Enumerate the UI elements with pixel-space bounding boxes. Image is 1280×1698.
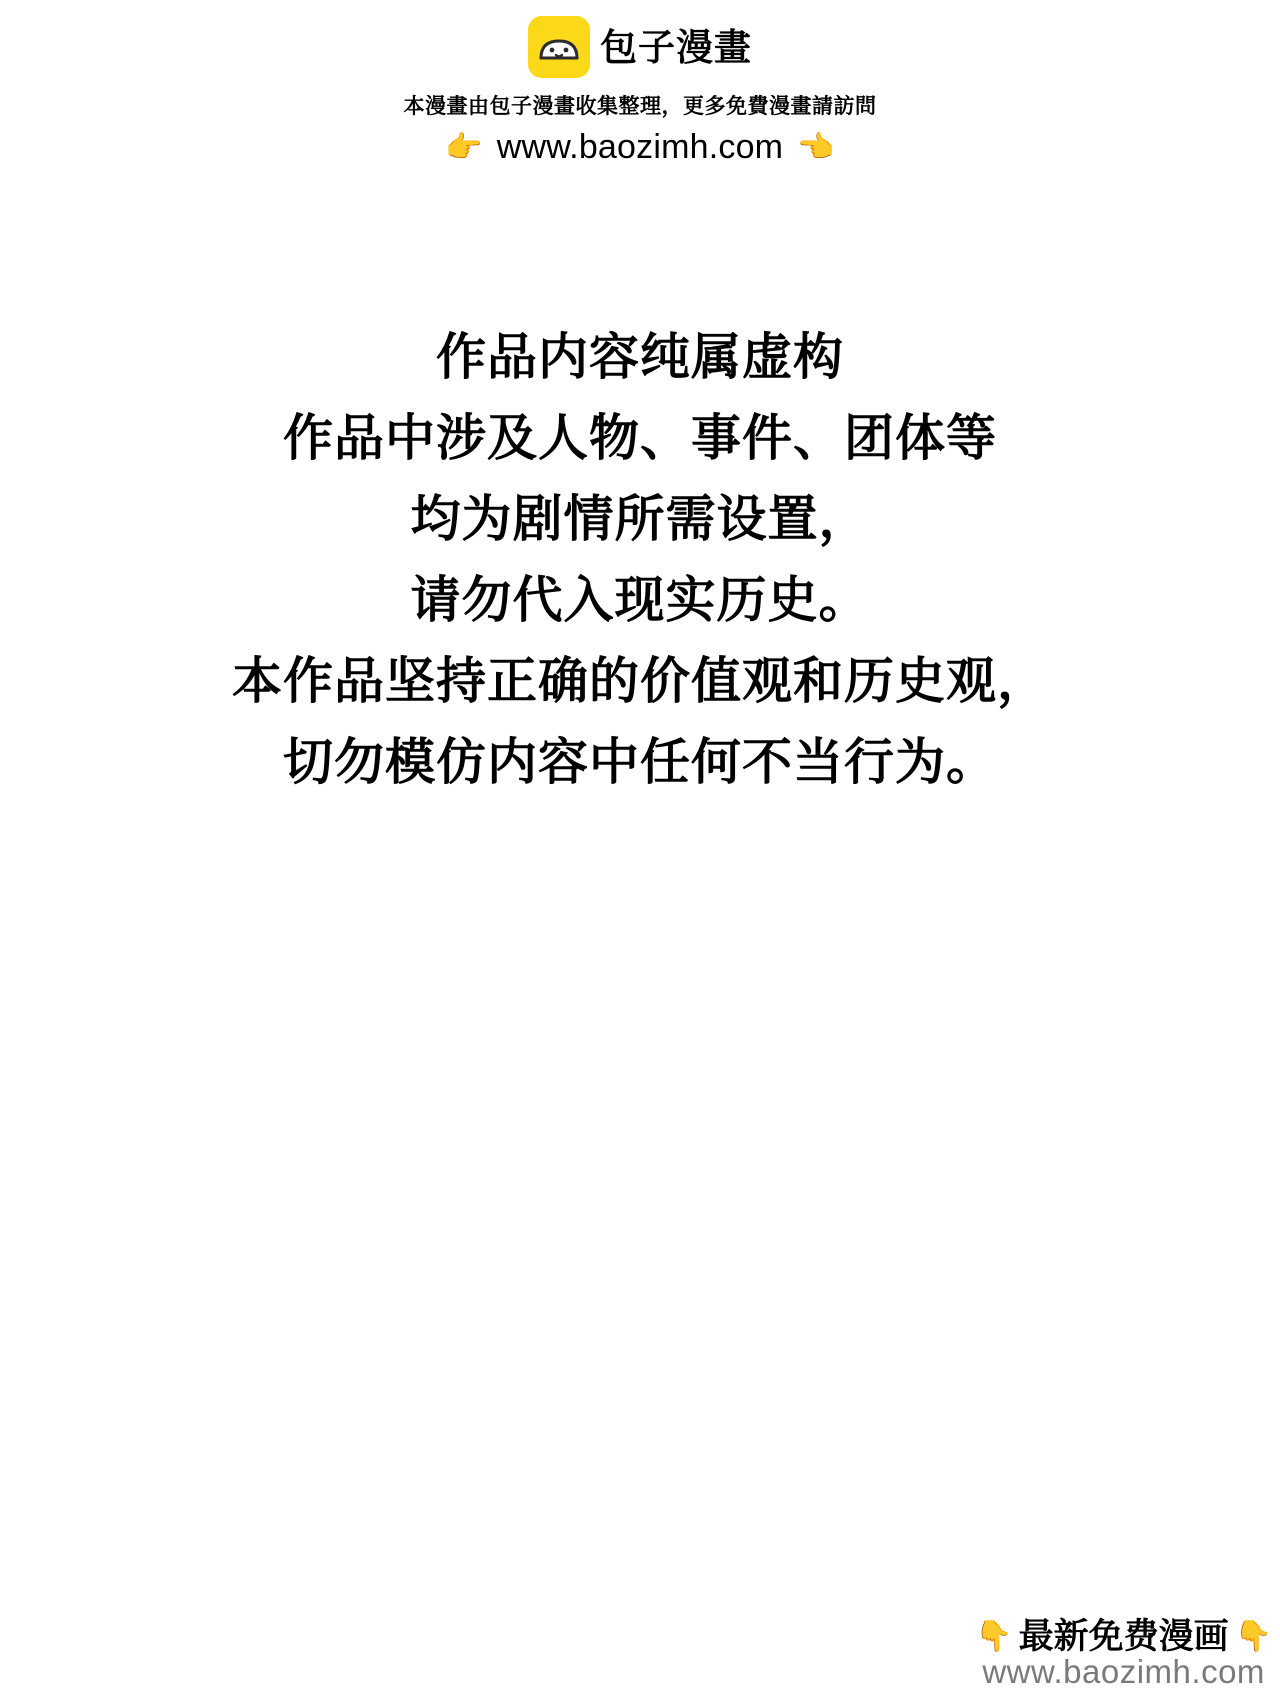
site-url-row — [445, 128, 834, 167]
disclaimer-line: 切勿模仿内容中任何不当行为。 — [283, 734, 997, 790]
pointing-left-hand-icon: 👈 — [797, 130, 835, 164]
brand-name: 包子漫畫 — [600, 26, 752, 68]
baozi-bun-icon — [528, 16, 590, 78]
disclaimer-block — [0, 317, 1280, 803]
watermark-text: 最新免费漫画 — [1018, 1616, 1229, 1656]
disclaimer-line: 作品内容纯属虚构 — [436, 329, 844, 385]
site-header — [0, 0, 1280, 167]
disclaimer-line: 均为剧情所需设置， — [410, 491, 870, 547]
footer-watermark — [975, 1616, 1272, 1691]
site-url[interactable]: www.baozimh.com — [496, 128, 784, 166]
disclaimer-line: 请勿代入现实历史。 — [410, 572, 870, 628]
disclaimer-line: 作品中涉及人物、事件、团体等 — [283, 410, 997, 466]
brand-row — [528, 16, 752, 78]
site-tagline: 本漫畫由包子漫畫收集整理，更多免費漫畫請訪問 — [403, 95, 877, 118]
pointing-down-hand-icon: 👇 — [1234, 1620, 1272, 1654]
disclaimer-line: 本作品坚持正确的价值观和历史观， — [232, 653, 1048, 709]
watermark-url[interactable]: www.baozimh.com — [982, 1653, 1265, 1691]
pointing-down-hand-icon: 👇 — [975, 1620, 1013, 1654]
pointing-right-hand-icon: 👉 — [445, 130, 483, 164]
watermark-headline — [975, 1616, 1272, 1656]
